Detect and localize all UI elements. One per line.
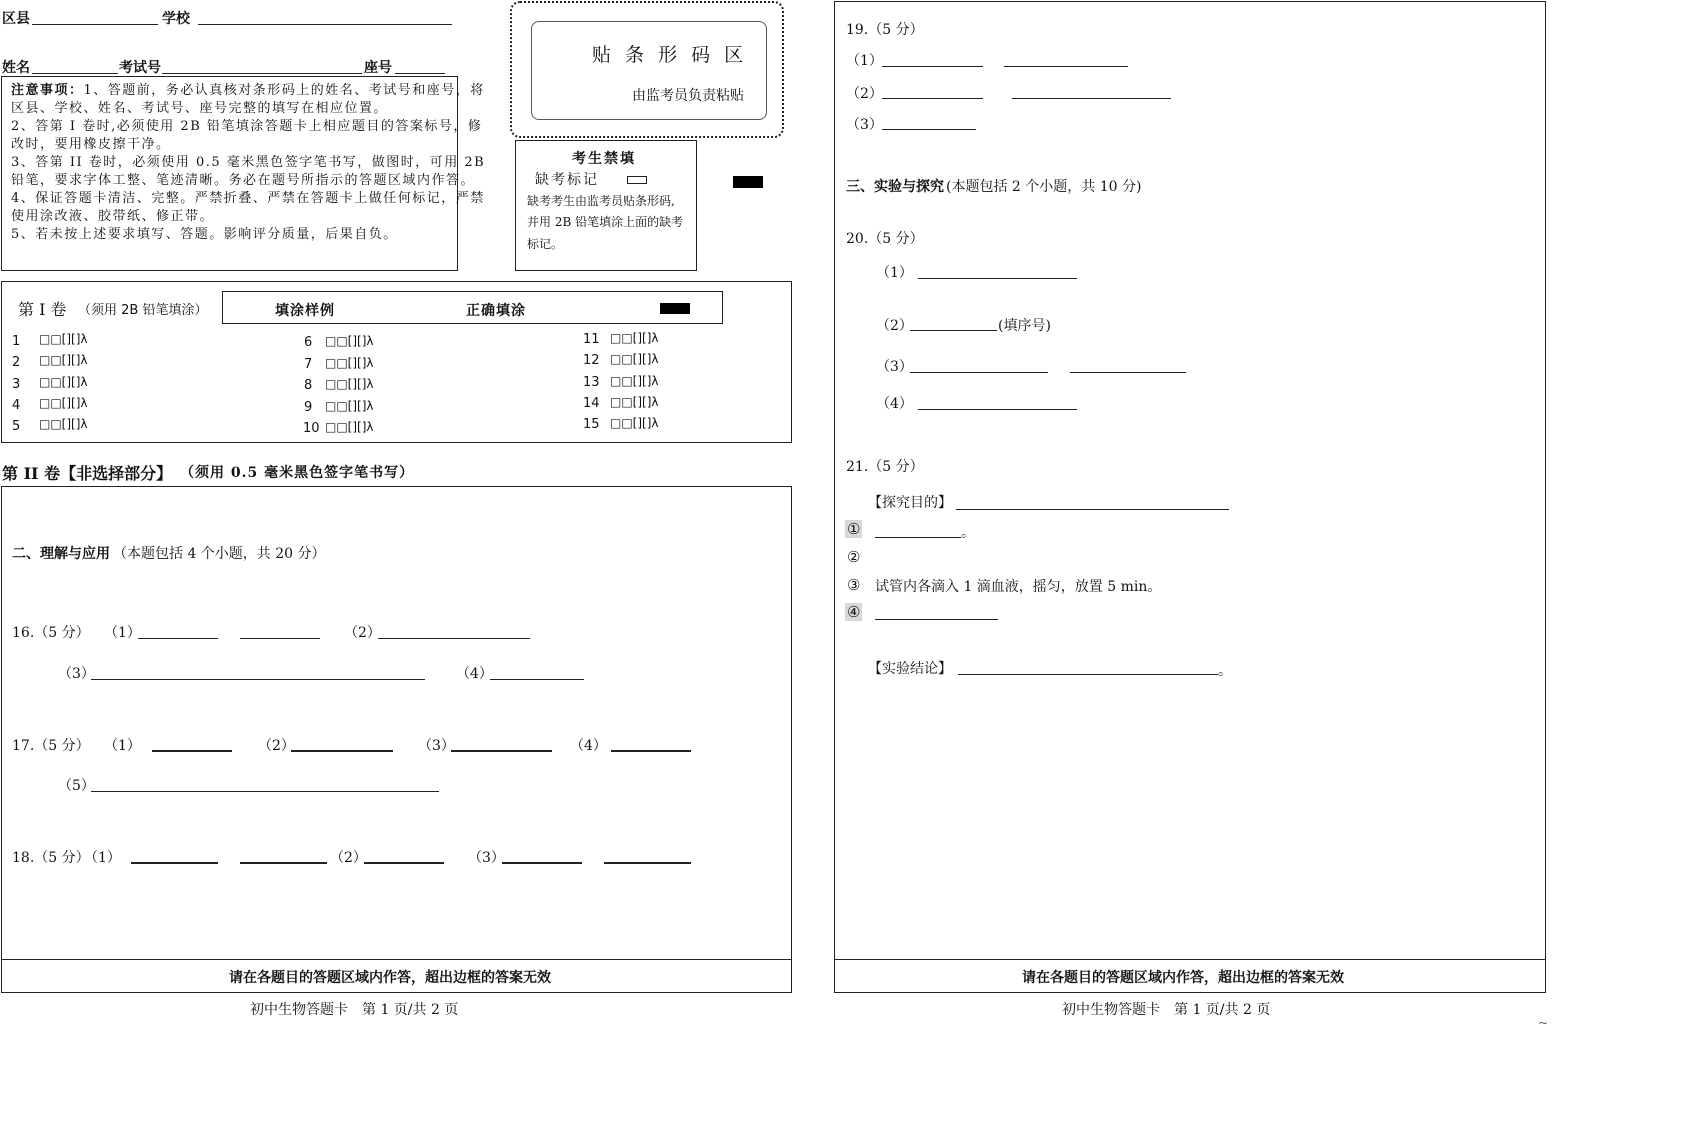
q16-sub2: （2）: [344, 625, 381, 641]
seat-label: 座号: [364, 60, 392, 76]
answer-line[interactable]: [91, 679, 425, 680]
q17-sub3: （3）: [418, 738, 455, 754]
absent-title: 考生禁填: [572, 151, 636, 167]
q-number: 7: [304, 357, 313, 372]
q17-sub4: （4）: [570, 738, 607, 754]
conclusion-label: 【实验结论】: [868, 661, 952, 677]
answer-bubbles[interactable]: □□[][]λ: [325, 334, 374, 348]
q18-label: 18.（5 分）: [12, 850, 90, 866]
q16-sub1: （1）: [104, 625, 141, 641]
sample-label: 填涂样例: [275, 303, 335, 319]
absent-desc-2: 并用 2B 铅笔填涂上面的缺考: [527, 215, 684, 229]
notice-line-5: 5、若未按上述要求填写、答题。影响评分质量，后果自负。: [11, 227, 398, 242]
answer-line[interactable]: [1004, 66, 1128, 67]
answer-bubbles[interactable]: □□[][]λ: [39, 353, 88, 367]
absent-desc-3: 标记。: [527, 237, 564, 251]
answer-line[interactable]: [291, 750, 393, 752]
footer-warning: 请在各题目的答题区域内作答，超出边框的答案无效: [229, 970, 551, 986]
notice-line-4: 4、保证答题卡清洁、完整。严禁折叠、严禁在答题卡上做任何标记，严禁使用涂改液、胶带纸、修正带。: [11, 191, 485, 224]
answer-bubbles[interactable]: □□[][]λ: [610, 416, 659, 430]
q-number: 6: [304, 335, 313, 350]
answer-line[interactable]: [956, 509, 1229, 510]
q-number: 5: [12, 419, 21, 434]
answer-line[interactable]: [958, 674, 1218, 675]
q-number: 15: [583, 417, 600, 432]
answer-line[interactable]: [882, 98, 983, 99]
section2-title: 二、理解与应用: [12, 546, 110, 562]
answer-line[interactable]: [882, 129, 976, 130]
q20-fill-note: (填序号): [998, 318, 1051, 334]
step-4-marker: ④: [847, 603, 861, 621]
q16-sub3: （3）: [58, 666, 95, 682]
answer-line[interactable]: [882, 66, 983, 67]
notice-line-1: 1、答题前，务必认真核对条形码上的姓名、考试号和座号，将区县、学校、姓名、考试号、座号完整的填写在相应位置。: [11, 83, 485, 116]
answer-line[interactable]: [138, 638, 218, 639]
step-3-text: 试管内各滴入 1 滴血液，摇匀，放置 5 min。: [875, 579, 1162, 595]
section2-note: （本题包括 4 个小题，共 20 分）: [113, 546, 326, 562]
q-number: 9: [304, 400, 313, 415]
answer-line[interactable]: [240, 862, 327, 864]
name-label: 姓名: [2, 60, 30, 76]
q-number: 10: [303, 421, 320, 436]
q20-sub2: （2）: [876, 318, 913, 334]
answer-bubbles[interactable]: □□[][]λ: [325, 420, 374, 434]
q17-sub1: （1）: [104, 738, 141, 754]
exam-no-field[interactable]: [162, 73, 362, 74]
q-number: 14: [583, 396, 600, 411]
answer-line[interactable]: [240, 638, 320, 639]
q18-sub2: （2）: [330, 850, 367, 866]
absent-desc-1: 缺考考生由监考员贴条形码,: [527, 194, 675, 208]
exam-no-label: 考试号: [119, 60, 161, 76]
q18-sub1: （1）: [84, 850, 121, 866]
absent-mark-bubble[interactable]: [627, 176, 647, 184]
step-1-period: 。: [961, 525, 975, 541]
notice-line-2: 2、答第 I 卷时,必须使用 2B 铅笔填涂答题卡上相应题目的答案标号，修改时，要用橡皮擦干净。: [11, 119, 483, 152]
q20-sub4: （4）: [876, 396, 913, 412]
answer-line[interactable]: [91, 791, 439, 792]
answer-line[interactable]: [875, 619, 998, 620]
corner-mark: ~: [1538, 1016, 1549, 1030]
answer-bubbles[interactable]: □□[][]λ: [325, 399, 374, 413]
answer-bubbles[interactable]: □□[][]λ: [610, 395, 659, 409]
school-label: 学校: [162, 11, 190, 27]
answer-line[interactable]: [502, 862, 582, 864]
answer-line[interactable]: [1012, 98, 1171, 99]
page-footer: 初中生物答题卡 第 1 页/共 2 页: [250, 1002, 459, 1018]
q16-label: 16.（5 分）: [12, 625, 90, 641]
answer-line[interactable]: [910, 372, 1048, 373]
answer-line[interactable]: [918, 278, 1077, 279]
part1-note: （须用 2B 铅笔填涂）: [78, 303, 208, 318]
conclusion-period: 。: [1218, 663, 1232, 679]
answer-line[interactable]: [918, 409, 1077, 410]
answer-line[interactable]: [364, 862, 444, 864]
correct-sample-fill: [660, 303, 690, 314]
school-field[interactable]: [198, 24, 452, 25]
answer-bubbles[interactable]: □□[][]λ: [610, 331, 659, 345]
answer-bubbles[interactable]: □□[][]λ: [39, 332, 88, 346]
right-footer-divider: [834, 959, 1545, 960]
seat-field[interactable]: [395, 73, 445, 74]
q19-sub2: （2）: [846, 86, 883, 102]
purpose-label: 【探究目的】: [868, 495, 952, 511]
district-field[interactable]: [32, 24, 158, 25]
q20-label: 20.（5 分）: [846, 231, 924, 247]
q-number: 4: [12, 398, 21, 413]
part2-note: （须用 0.5 毫米黑色签字笔书写）: [180, 465, 415, 481]
answer-bubbles[interactable]: □□[][]λ: [39, 396, 88, 410]
q20-sub1: （1）: [876, 265, 913, 281]
q-number: 12: [583, 353, 600, 368]
answer-line[interactable]: [378, 638, 530, 639]
absent-mark-label: 缺考标记: [535, 172, 599, 188]
q-number: 13: [583, 375, 600, 390]
part1-title: 第 I 卷: [18, 300, 67, 319]
step-1-marker: ①: [847, 520, 861, 538]
part2-footer-divider: [1, 959, 791, 960]
answer-line[interactable]: [152, 750, 232, 752]
q17-sub2: （2）: [258, 738, 295, 754]
q17-sub5: （5）: [58, 778, 95, 794]
right-page-footer: 初中生物答题卡 第 1 页/共 2 页: [1062, 1002, 1271, 1018]
answer-line[interactable]: [611, 750, 691, 752]
notice-text: [11, 82, 489, 244]
q19-sub1: （1）: [846, 53, 883, 69]
name-field[interactable]: [32, 73, 118, 74]
answer-bubbles[interactable]: □□[][]λ: [610, 374, 659, 388]
answer-bubbles[interactable]: □□[][]λ: [39, 375, 88, 389]
timing-mark: [733, 176, 763, 188]
q18-sub3: （3）: [468, 850, 505, 866]
answer-bubbles[interactable]: □□[][]λ: [325, 356, 374, 370]
section3-title: 三、实验与探究: [846, 179, 944, 195]
q20-sub3: （3）: [876, 359, 913, 375]
q17-label: 17.（5 分）: [12, 738, 90, 754]
answer-line[interactable]: [604, 862, 691, 864]
section3-note: (本题包括 2 个小题，共 10 分): [946, 179, 1142, 195]
answer-line[interactable]: [490, 679, 584, 680]
answer-line[interactable]: [875, 537, 961, 538]
q-number: 8: [304, 378, 313, 393]
q-number: 1: [12, 334, 21, 349]
notice-title: 注意事项：: [11, 83, 84, 98]
barcode-title: 贴 条 形 码 区: [592, 44, 748, 66]
q-number: 3: [12, 377, 21, 392]
answer-bubbles[interactable]: □□[][]λ: [325, 377, 374, 391]
q-number: 2: [12, 355, 21, 370]
answer-bubbles[interactable]: □□[][]λ: [610, 352, 659, 366]
answer-bubbles[interactable]: □□[][]λ: [39, 417, 88, 431]
barcode-subtitle: 由监考员负责粘贴: [632, 88, 744, 104]
q16-sub4: （4）: [456, 666, 493, 682]
answer-line[interactable]: [451, 750, 552, 752]
correct-label: 正确填涂: [466, 303, 526, 319]
q19-label: 19.（5 分）: [846, 22, 924, 38]
answer-line[interactable]: [1070, 372, 1186, 373]
right-footer-warning: 请在各题目的答题区域内作答，超出边框的答案无效: [1022, 970, 1344, 986]
notice-line-3: 3、答第 II 卷时，必须使用 0.5 毫米黑色签字笔书写，做图时，可用 2B 铅笔，要求字体工整、笔迹清晰。务必在题号所指示的答题区域内作答。: [11, 155, 486, 188]
q21-label: 21.（5 分）: [846, 459, 924, 475]
part2-title: 第 II 卷【非选择部分】: [2, 464, 173, 483]
answer-line[interactable]: [910, 330, 997, 331]
q19-sub3: （3）: [846, 117, 883, 133]
q-number: 11: [583, 332, 600, 347]
step-3-marker: ③: [847, 576, 861, 594]
step-2-marker: ②: [847, 548, 861, 566]
barcode-inner: [531, 21, 767, 120]
district-label: 区县: [2, 11, 30, 27]
answer-line[interactable]: [131, 862, 218, 864]
